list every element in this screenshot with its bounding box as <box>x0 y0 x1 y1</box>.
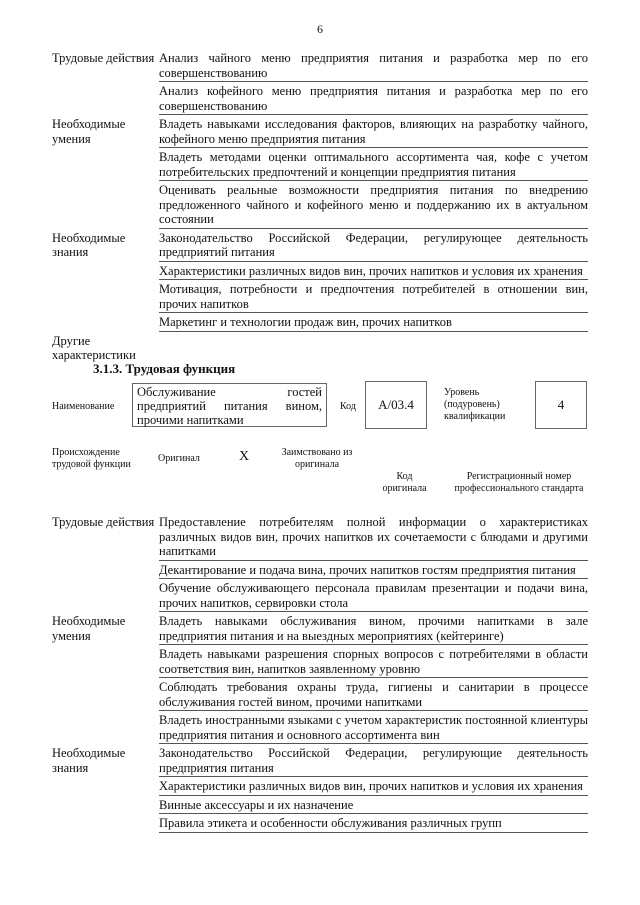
table-cell: Декантирование и подача вина, прочих напитков гостям предприятия питания <box>159 563 588 580</box>
table-cell: Характеристики различных видов вин, прочих напитков и условия их хранения <box>159 779 588 796</box>
original-mark: X <box>239 449 250 464</box>
name-label: Наименование <box>52 401 115 412</box>
competency-table-2 <box>52 515 588 835</box>
page-number: 6 <box>317 22 323 36</box>
table-cell: Правила этикета и особенности обслуживания различных групп <box>159 816 588 833</box>
table-cell: Владеть навыками исследования факторов, влияющих на разработку чайного, кофейного меню предприятия питания <box>159 117 588 148</box>
competency-table-1 <box>52 51 588 363</box>
table-cell: Анализ кофейного меню предприятия питания и разработка мер по его совершенствованию <box>159 84 588 115</box>
table-cell: Маркетинг и технологии продаж вин, прочих напитков <box>159 315 588 332</box>
row-label: Необходимые умения <box>52 117 126 146</box>
origin-row <box>52 445 592 500</box>
table-cell: Оценивать реальные возможности предприятия питания по внедрению предложенного чайного и кофейного меню и поддержанию их в актуальном состоянии <box>159 183 588 229</box>
table-cell: Мотивация, потребности и предпочтения потребителей в отношении вин, прочих напитков <box>159 282 588 313</box>
table-cell: Предоставление потребителям полной информации о характеристиках различных видов вин, прочих напитков их сочетаемости с блюдами и другими напитками <box>159 515 588 561</box>
table-cell: Соблюдать требования охраны труда, гигиены и санитарии в процессе обслуживания гостей вином, прочими напитками <box>159 680 588 711</box>
table-row <box>52 51 588 117</box>
row-label: Другие характеристики <box>52 333 136 362</box>
table-cell: Законодательство Российской Федерации, регулирующее деятельность предприятий питания <box>159 231 588 262</box>
section-title: 3.1.3. Трудовая функция <box>93 361 236 376</box>
original-code-label: Код оригинала <box>382 471 427 494</box>
function-code-box: A/03.4 <box>365 381 427 429</box>
function-header <box>52 381 592 431</box>
original-label: Оригинал <box>158 453 200 464</box>
borrowed-label: Заимствовано из оригинала <box>281 447 353 470</box>
table-cell: Анализ чайного меню предприятия питания и разработка мер по его совершенствованию <box>159 51 588 82</box>
row-label: Необходимые умения <box>52 614 126 643</box>
table-cell: Обучение обслуживающего персонала правилам презентации и подачи вина, прочих напитков, сервировки стола <box>159 581 588 612</box>
row-label: Необходимые знания <box>52 230 126 259</box>
row-label: Трудовые действия <box>52 51 155 65</box>
table-row <box>52 334 588 363</box>
table-row <box>52 746 588 835</box>
level-box: 4 <box>535 381 587 429</box>
table-row <box>52 614 588 746</box>
table-cell: Законодательство Российской Федерации, регулирующие деятельность предприятия питания <box>159 746 588 777</box>
table-row <box>52 231 588 334</box>
table-cell: Владеть навыками обслуживания вином, прочими напитками в зале предприятия питания и на выездных мероприятиях (кейтеринге) <box>159 614 588 645</box>
registration-number-label: Регистрационный номер профессионального стандарта <box>454 471 584 494</box>
table-cell <box>159 334 588 335</box>
level-label: Уровень (подуровень) квалификации <box>444 387 506 422</box>
table-cell: Владеть навыками разрешения спорных вопросов с потребителями в области соответствия вин, напитков заявленному уровню <box>159 647 588 678</box>
row-label: Необходимые знания <box>52 746 126 775</box>
table-row <box>52 515 588 614</box>
table-cell: Характеристики различных видов вин, прочих напитков и условия их хранения <box>159 264 588 281</box>
table-cell: Винные аксессуары и их назначение <box>159 798 588 815</box>
table-cell: Владеть иностранными языками с учетом характеристик постоянной клиентуры предприятия питания и основного ассортимента вин <box>159 713 588 744</box>
code-label: Код <box>340 401 356 412</box>
table-cell: Владеть методами оценки оптимального ассортимента чая, кофе с учетом потребительских предпочтений и концепции предприятия питания <box>159 150 588 181</box>
origin-label: Происхождение трудовой функции <box>52 447 131 470</box>
table-row <box>52 117 588 231</box>
row-label: Трудовые действия <box>52 515 155 529</box>
function-name-box: Обслуживание гостей предприятий питания вином, прочими напитками <box>132 383 327 427</box>
